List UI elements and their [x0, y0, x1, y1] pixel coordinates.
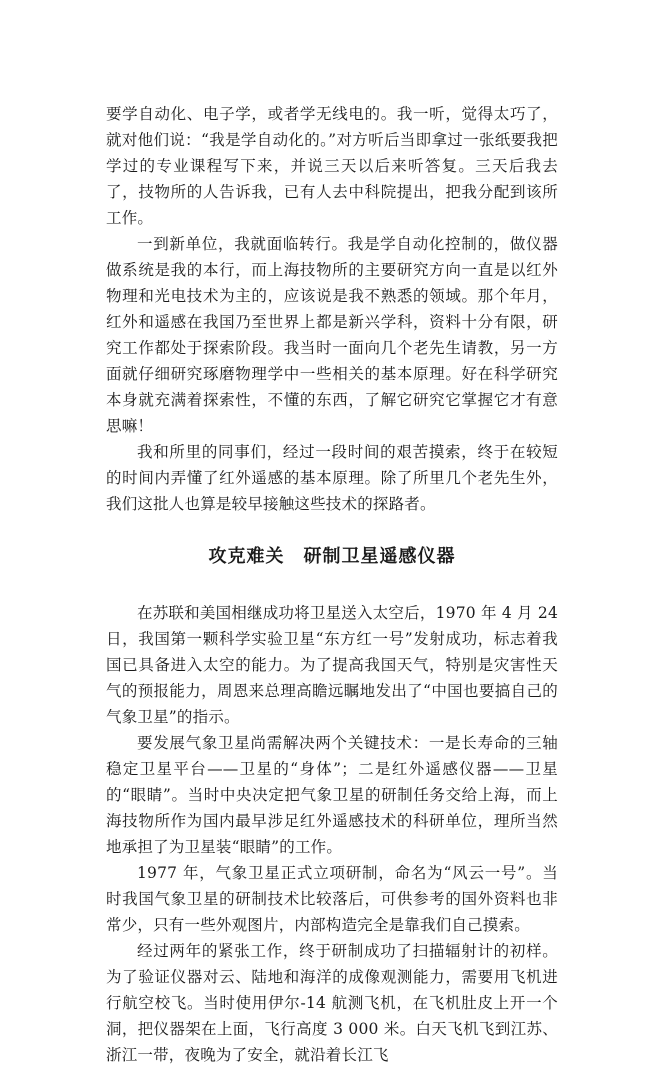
paragraph: 要学自动化、电子学，或者学无线电的。我一听，觉得太巧了，就对他们说：“我是学自动化的。”对方听后当即拿过一张纸要我把学过的专业课程写下来，并说三天以后来听答复。三天后我去了，技物所的人告诉我，已有人去中科院提出，把我分配到该所工作。 [106, 105, 558, 227]
paragraph: 在苏联和美国相继成功将卫星送入太空后，1970 年 4 月 24 日，我国第一颗科学实验卫星“东方红一号”发射成功，标志着我国已具备进入太空的能力。为了提高我国天气，特别是灾害性天气的预报能力，周恩来总理高瞻远瞩地发出了“中国也要搞自己的气象卫星”的指示。 [106, 604, 558, 726]
paragraph: 要发展气象卫星尚需解决两个关键技术：一是长寿命的三轴稳定卫星平台——卫星的“身体”；二是红外遥感仪器——卫星的“眼睛”。当时中央决定把气象卫星的研制任务交给上海，而上海技物所作为国内最早涉足红外遥感技术的科研单位，理所当然地承担了为卫星装“眼睛”的工作。 [106, 734, 558, 856]
paragraph: 经过两年的紧张工作，终于研制成功了扫描辐射计的初样。为了验证仪器对云、陆地和海洋的成像观测能力，需要用飞机进行航空校飞。当时使用伊尔-14 航测飞机，在飞机肚皮上开一个洞，把仪器架在上面，飞行高度 3 000 米。白天飞机飞到江苏、浙江一带，夜晚为了安全，就沿着长江飞 [106, 942, 558, 1064]
paragraph: 我和所里的同事们，经过一段时间的艰苦摸索，终于在较短的时间内弄懂了红外遥感的基本原理。除了所里几个老先生外，我们这批人也算是较早接触这些技术的探路者。 [106, 443, 558, 513]
document-page [106, 101, 558, 1068]
section-heading: 攻克难关 研制卫星遥感仪器 [208, 546, 456, 567]
paragraph: 1977 年，气象卫星正式立项研制，命名为“风云一号”。当时我国气象卫星的研制技术比较落后，可供参考的国外资料也非常少，只有一些外观图片，内部构造完全是靠我们自己摸索。 [106, 864, 558, 934]
paragraph: 一到新单位，我就面临转行。我是学自动化控制的，做仪器做系统是我的本行，而上海技物所的主要研究方向一直是以红外物理和光电技术为主的，应该说是我不熟悉的领域。那个年月，红外和遥感在我国乃至世界上都是新兴学科，资料十分有限，研究工作都处于探索阶段。我当时一面向几个老先生请教，另一方面就仔细研究琢磨物理学中一些相关的基本原理。好在科学研究本身就充满着探索性，不懂的东西，了解它研究它掌握它才有意思嘛！ [106, 235, 558, 435]
